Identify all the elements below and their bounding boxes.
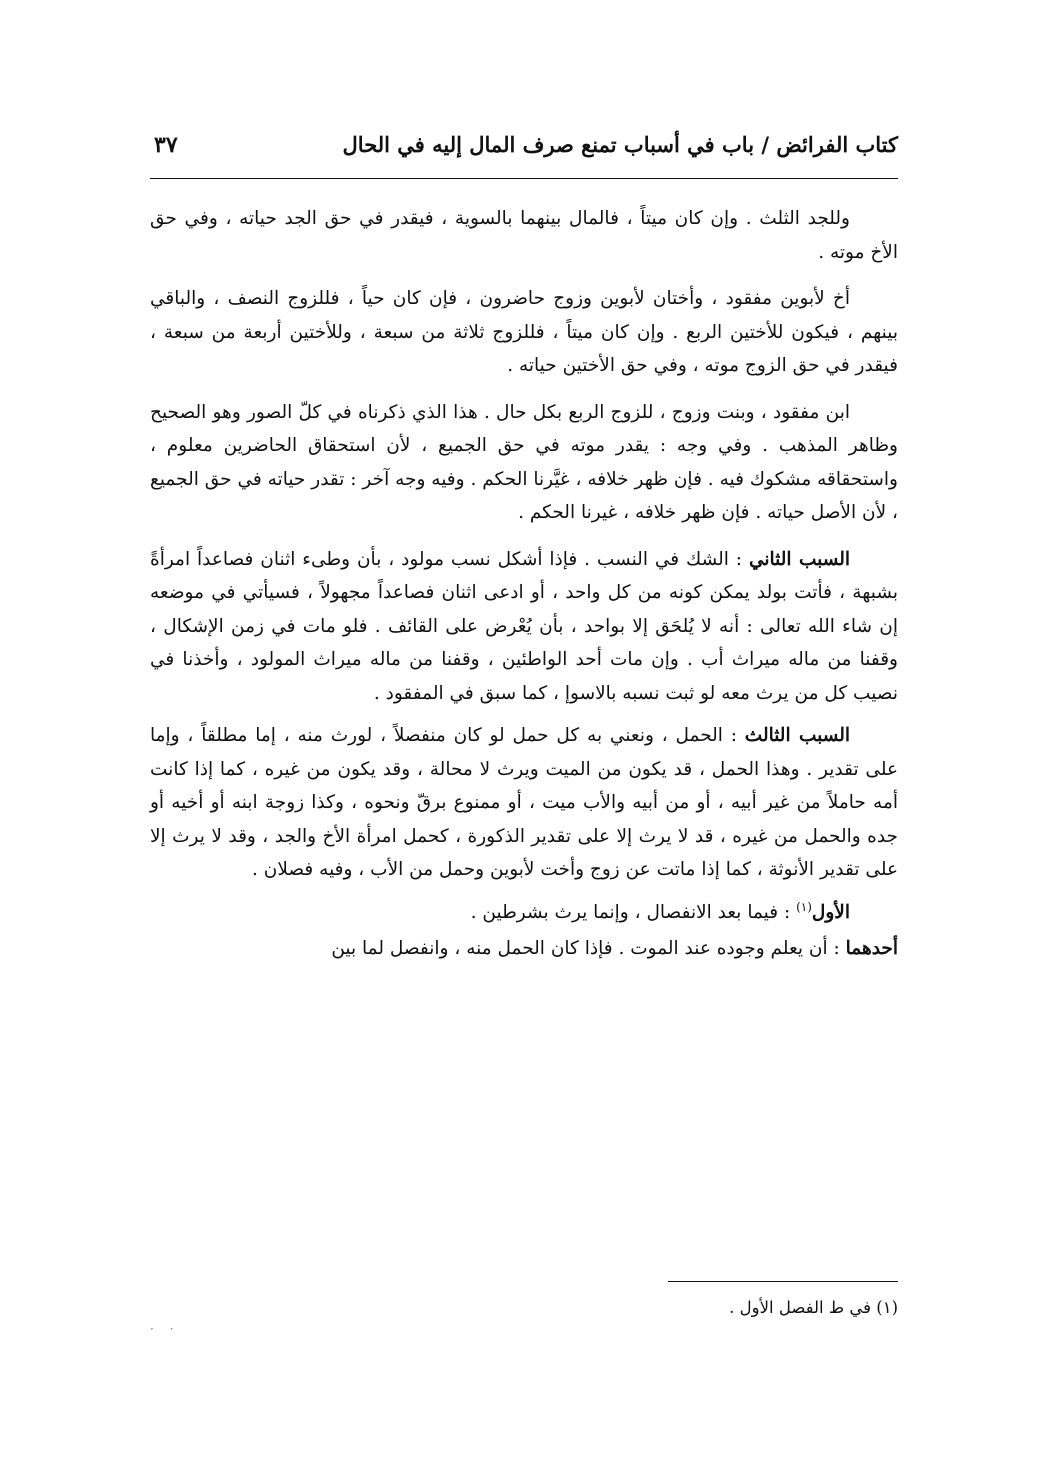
scan-specks: · · xyxy=(150,1322,180,1336)
section-heading: السبب الثاني xyxy=(748,548,850,570)
main-text xyxy=(150,202,898,966)
paragraph xyxy=(150,396,898,530)
paragraph xyxy=(150,282,898,383)
paragraph-text: ابن مفقود ، وبنت وزوج ، للزوج الربع بكل حال . هذا الذي ذكرناه في كلّ الصور وهو الصحيح وظاهر المذهب . وفي وجه : يقدر موته في حق الجميع ، لأن استحقاق الحاضرين معلوم ، واستحقاقه مشكوك فيه . فإن ظهر خلافه ، غيَّرنا الحكم . وفيه وجه آخر : تقدر حياته في حق الجميع ، لأن الأصل حياته . فإن ظهر خلافه ، غيرنا الحكم . xyxy=(150,401,898,523)
condition-heading: أحدهما xyxy=(845,938,898,959)
footnote-rule xyxy=(668,1281,898,1282)
paragraph-text: وللجد الثلث . وإن كان ميتاً ، فالمال بينهما بالسوية ، فيقدر في حق الجد حياته ، وفي حق الأخ موته . xyxy=(150,208,898,263)
paragraph xyxy=(150,202,898,269)
section-heading: السبب الثالث xyxy=(744,725,850,746)
paragraph xyxy=(150,543,898,711)
paragraph xyxy=(150,932,898,966)
chapter-heading: الأول xyxy=(811,901,850,923)
paragraph-text: أخ لأبوين مفقود ، وأختان لأبوين وزوج حاضرون ، فإن كان حياً ، فللزوج النصف ، والباقي بينهم ، فيكون للأختين الربع . وإن كان ميتاً ، فللزوج ثلاثة من سبعة ، وللأختين أربعة من سبعة ، فيقدر في حق الزوج موته ، وفي حق الأختين حياته . xyxy=(150,288,898,376)
running-header xyxy=(150,128,898,170)
running-title: كتاب الفرائض / باب في أسباب تمنع صرف المال إليه في الحال xyxy=(342,132,898,157)
paragraph-text: : أن يعلم وجوده عند الموت . فإذا كان الحمل منه ، وانفصل لما بين xyxy=(331,938,846,959)
footnote: (١) في ط الفصل الأول . xyxy=(729,1298,898,1317)
paragraph-text: : فيما بعد الانفصال ، وإنما يرث بشرطين . xyxy=(470,901,797,923)
footnote-reference: (١) xyxy=(796,899,812,914)
paragraph xyxy=(150,896,898,930)
paragraph xyxy=(150,719,898,887)
header-rule xyxy=(150,178,898,179)
paragraph-text: : الشك في النسب . فإذا أشكل نسب مولود ، بأن وطىء اثنان فصاعداً امرأةً بشبهة ، فأتت بولد يمكن كونه من كل واحد ، أو ادعى اثنان فصاعداً مجهولاً ، فسيأتي في موضعه إن شاء الله تعالى : أنه لا يُلحَق إلا بواحد ، بأن يُعْرض على القائف . فلو مات في زمن الإشكال ، وقفنا من ماله ميراث أب . وإن مات أحد الواطئين ، وقفنا من ماله ميراث المولود ، وأخذنا في نصيب كل من يرث معه لو ثبت نسبه بالاسوإ ، كما سبق في المفقود . xyxy=(150,548,898,704)
paragraph-text: : الحمل ، ونعني به كل حمل لو كان منفصلاً ، لورث منه ، إما مطلقاً ، وإما على تقدير . وهذا الحمل ، قد يكون من الميت ويرث لا محالة ، وقد يكون من غيره ، كما إذا كانت أمه حاملاً من غير أبيه ، أو من أبيه والأب ميت ، أو ممنوع برقّ ونحوه ، وكذا زوجة ابنه أو أخيه أو جده والحمل من غيره ، قد لا يرث إلا على تقدير الذكورة ، كحمل امرأة الأخ والجد ، وقد لا يرث إلا على تقدير الأنوثة ، كما إذا ماتت عن زوج وأخت لأبوين وحمل من الأب ، وفيه فصلان . xyxy=(150,725,898,880)
page-number: ٣٧ xyxy=(154,132,178,158)
